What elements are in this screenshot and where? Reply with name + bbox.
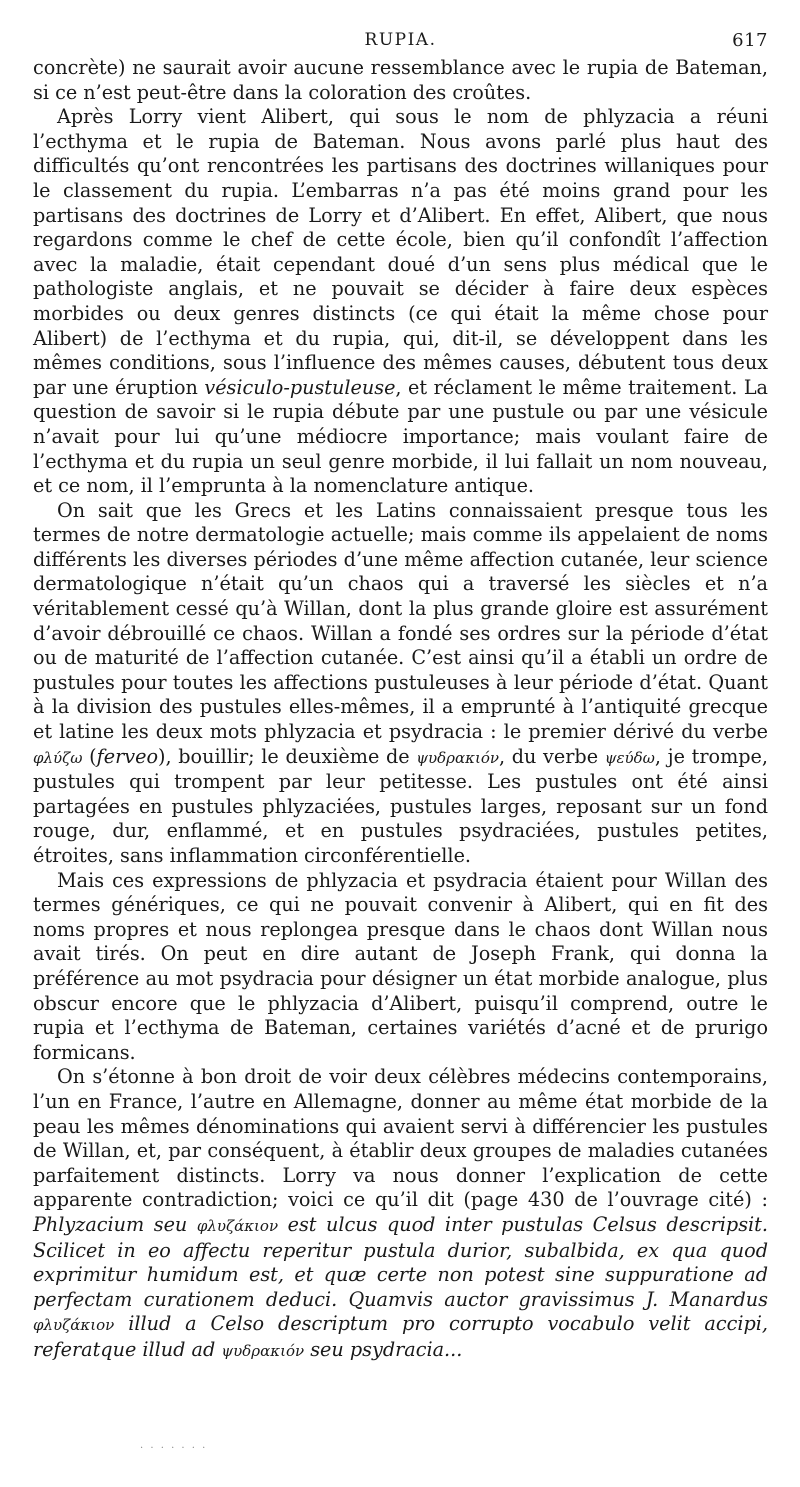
text-run: , je trompe, pustules qui trompent par leur petitesse. Les pustules ont été ainsi partagées en pustules phlyzaciées, pustules larges, reposant sur un fond rouge, dur, enflammé, et en pustules psydraciées, pustules petites, étroites, sans inflammation circonférentielle. — [33, 744, 769, 867]
text-run: , du verbe — [499, 744, 605, 768]
italic-run: seu psydracia... — [304, 1337, 463, 1361]
italic-run: vésiculo-pustuleuse — [204, 375, 396, 399]
footer-dots: . . . . . . . — [140, 1440, 208, 1451]
running-head — [33, 30, 768, 56]
greek-run: ψυδρακιόν — [416, 748, 499, 767]
running-title: RUPIA. — [364, 30, 437, 50]
text-run: ( — [82, 744, 97, 768]
text-run: concrète) ne saurait avoir aucune ressemblance avec le rupia de Bateman, si ce n’est peut-être dans la coloration des croûtes. — [33, 56, 768, 104]
paragraph — [33, 869, 768, 1066]
paragraph — [33, 105, 768, 499]
text-run: ), bouillir; le deuxième de — [158, 744, 417, 768]
text-run: On sait que les Grecs et les Latins connaissaient presque tous les termes de notre dermatologie actuelle; mais comme ils appelaient de noms différents les diverses périodes d’une même affection cutanée, leur science dermatologique n’était qu’un chaos qui a traversé les siècles et n’a véritablement cessé qu’à Willan, dont la plus grande gloire est assurément d’avoir débrouillé ce chaos. Willan a fondé ses ordres sur la période d’état ou de maturité de l’affection cutanée. C’est ainsi qu’il a établi un ordre de pustules pour toutes les affections pustuleuses à leur période d’état. Quant à la division des pustules elles-mêmes, il a emprunté à l’antiquité grecque et latine les deux mots phlyzacia et psydracia : le premier dérivé du verbe — [33, 498, 768, 744]
text-run: , et réclament le même traitement. La question de savoir si le rupia débute par une pustule ou par une vésicule n’avait pour lui qu’une médiocre importance; mais voulant faire de l’ecthyma et du rupia un seul genre morbide, il lui fallait un nom nouveau, et ce nom, il l’emprunta à la nomenclature antique. — [33, 375, 768, 498]
paragraph — [33, 1065, 768, 1363]
book-page — [33, 30, 768, 1363]
italic-run: est ulcus quod inter pustulas Celsus descripsit. Scilicet in eo affectu reperitur pustula durior, subalbida, ex qua quod exprimitur humidum est, et quæ certe non potest sine suppuratione ad perfectam curationem deduci. Quamvis auctor gravissimus J. Manardus — [33, 1212, 768, 1311]
italic-run: ferveo — [96, 744, 159, 768]
text-run: On s’étonne à bon droit de voir deux célèbres médecins contemporains, l’un en France, l’autre en Allemagne, donner au même état morbide de la peau les mêmes dénominations qui avaient servi à différencier les pustules de Willan, et, par conséquent, à établir deux groupes de maladies cutanées parfaitement distincts. Lorry va nous donner l’explication de cette apparente contradiction; voici ce qu’il dit (page 430 de l’ouvrage cité) : — [33, 1065, 768, 1212]
greek-run: φλυζάκιον — [33, 1316, 115, 1335]
text-run: Après Lorry vient Alibert, qui sous le nom de phlyzacia a réuni l’ecthyma et le rupia de Bateman. Nous avons parlé plus haut des difficultés qu’ont rencontrées les partisans des doctrines willaniques pour le classement du rupia. L’embarras n’a pas été moins grand pour les partisans des doctrines de Lorry et d’Alibert. En effet, Alibert, que nous regardons comme le chef de cette école, bien qu’il confondît l’affection avec la maladie, était cependant doué d’un sens plus médical que le pathologiste anglais, et ne pouvait se décider à faire deux espèces morbides ou deux genres distincts (ce qui était la même chose pour Alibert) de l’ecthyma et du rupia, qui, dit-il, se développent dans les mêmes conditions, sous l’influence des mêmes causes, débutent tous deux par une éruption — [33, 105, 768, 399]
italic-run: Phlyzacium seu — [33, 1212, 197, 1236]
greek-run: ψυδρακιόν — [221, 1341, 305, 1360]
greek-run: ψεύδω — [604, 748, 655, 767]
page-number: 617 — [732, 30, 768, 51]
greek-run: φλυζάκιον — [196, 1216, 279, 1235]
paragraph — [33, 56, 768, 105]
italic-run: illud a Celso descriptum pro corrupto vocabulo velit accipi, referatque illud ad — [33, 1312, 768, 1361]
text-run: Mais ces expressions de phlyzacia et psydracia étaient pour Willan des termes génériques, ce qui ne pouvait convenir à Alibert, qui en fit des noms propres et nous replongea presque dans le chaos dont Willan nous avait tirés. On peut en dire autant de Joseph Frank, qui donna la préférence au mot psydracia pour désigner un état morbide analogue, plus obscur encore que le phlyzacia d’Alibert, puisqu’il comprend, outre le rupia et l’ecthyma de Bateman, certaines variétés d’acné et de prurigo formicans. — [33, 868, 768, 1064]
greek-run: φλύζω — [33, 748, 83, 767]
paragraph — [33, 499, 768, 869]
body-text — [33, 56, 768, 1363]
